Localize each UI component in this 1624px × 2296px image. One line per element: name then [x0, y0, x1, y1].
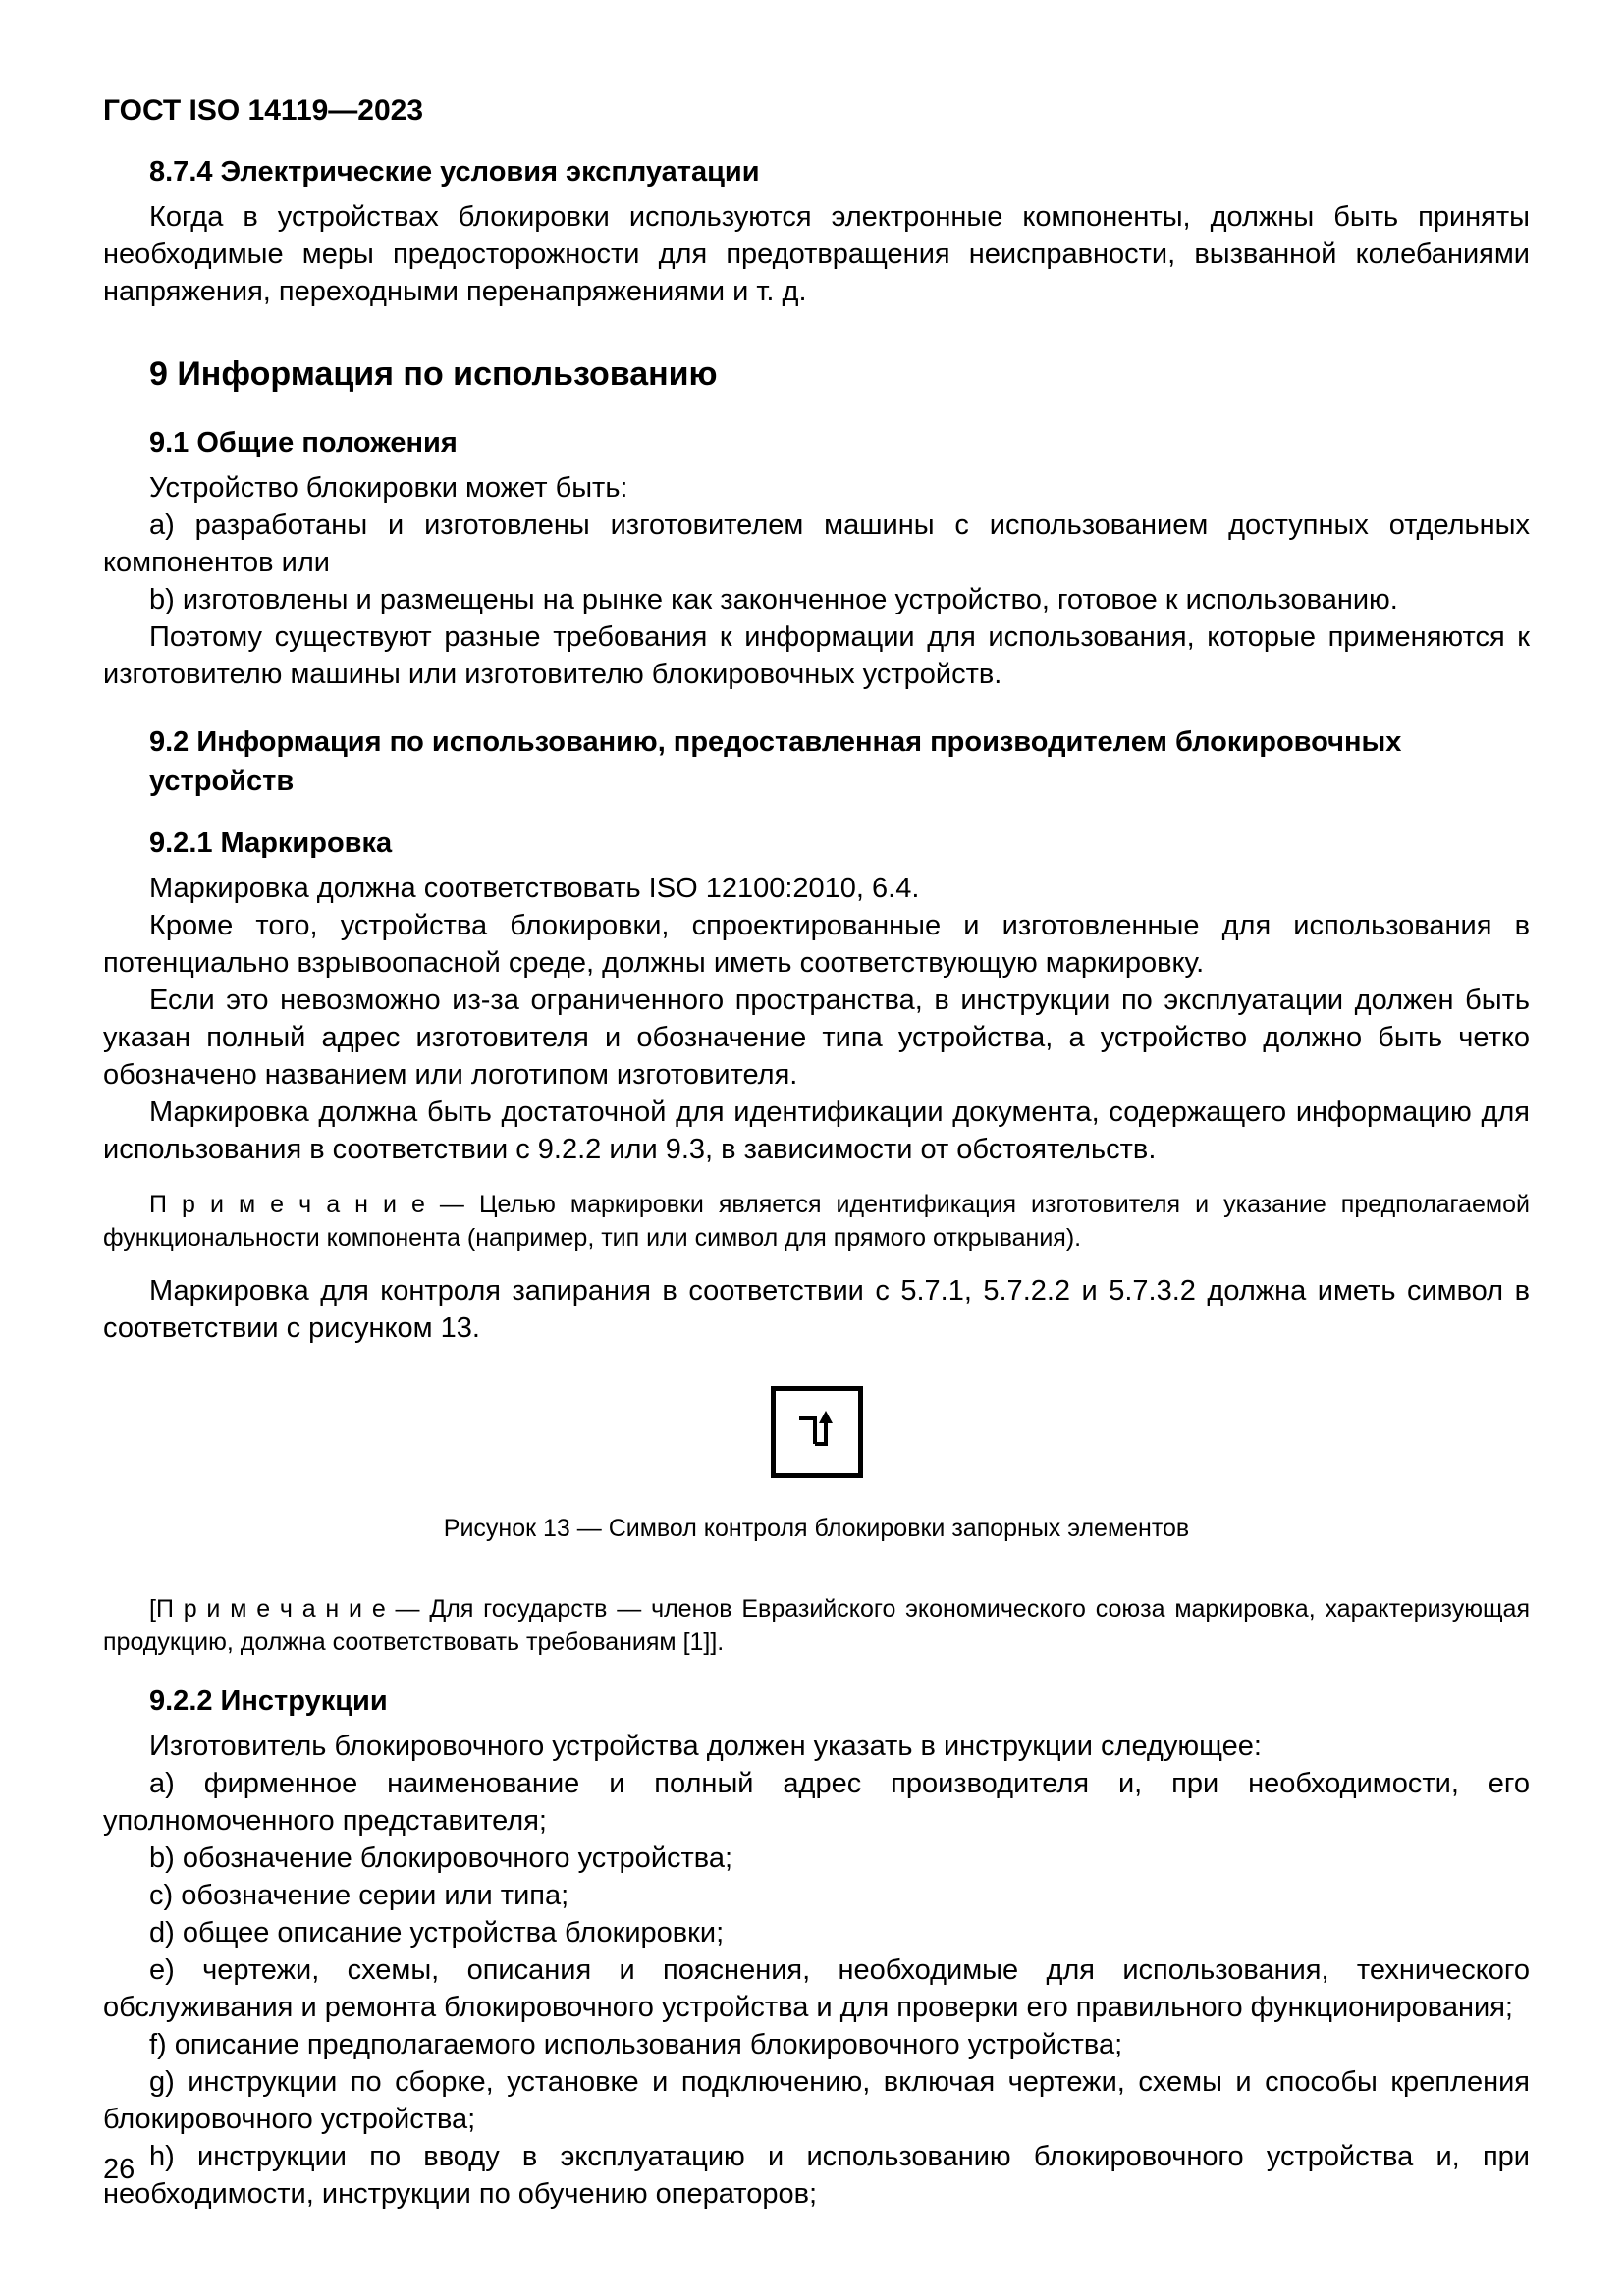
heading-9-2-2: 9.2.2 Инструкции — [149, 1685, 388, 1717]
heading-9-2-1: 9.2.1 Маркировка — [149, 828, 393, 859]
document-header-title: ГОСТ ISO 14119—2023 — [103, 94, 424, 127]
guard-lock-monitoring-icon — [785, 1401, 848, 1464]
list-item-9-2-2-h: h) инструкции по вводу в эксплуатацию и использованию блокировочного устройства и, при необходимости, инструкции по обучению операторов; — [103, 2141, 1530, 2210]
paragraph-9-2-1-marking-3: Если это невозможно из-за ограниченного пространства, в инструкции по эксплуатации должен быть указан полный адрес изготовителя и обозначение типа устройства, а устройство должно быть четко обозначено названием или логотипом изготовителя. — [103, 985, 1530, 1091]
heading-8-7-4: 8.7.4 Электрические условия эксплуатации — [149, 156, 760, 187]
list-item-9-2-2-d: d) общее описание устройства блокировки; — [149, 1917, 725, 1949]
list-item-9-2-2-b: b) обозначение блокировочного устройства; — [149, 1842, 733, 1874]
list-item-9-2-2-e: e) чертежи, схемы, описания и пояснения, необходимые для использования, технического обслуживания и ремонта блокировочного устройства и для проверки его правильного функционирования; — [103, 1954, 1530, 2023]
paragraph-8-7-4: Когда в устройствах блокировки используются электронные компоненты, должны быть приняты необходимые меры предосторожности для предотвращения неисправности, вызванной колебаниями напряжения, переходными перенапряжениями и т. д. — [103, 201, 1530, 307]
paragraph-9-2-1-marking-1: Маркировка должна соответствовать ISO 12100:2010, 6.4. — [149, 873, 920, 904]
list-item-9-2-2-g: g) инструкции по сборке, установке и подключению, включая чертежи, схемы и способы крепления блокировочного устройства; — [103, 2066, 1530, 2135]
paragraph-9-2-1-marking-5: Маркировка для контроля запирания в соответствии с 5.7.1, 5.7.2.2 и 5.7.3.2 должна иметь символ в соответствии с рисунком 13. — [103, 1275, 1530, 1344]
note-eaeu-marking: [П р и м е ч а н и е — Для государств — членов Евразийского экономического союза маркировка, характеризующая продукцию, должна соответствовать требованиям [1]]. — [103, 1595, 1530, 1656]
list-item-9-2-2-a: а) фирменное наименование и полный адрес производителя и, при необходимости, его уполномоченного представителя; — [103, 1768, 1530, 1837]
page-number: 26 — [103, 2154, 135, 2185]
paragraph-9-2-1-marking-4: Маркировка должна быть достаточной для идентификации документа, содержащего информацию для использования в соответствии с 9.2.2 или 9.3, в зависимости от обстоятельств. — [103, 1096, 1530, 1165]
figure-13-caption: Рисунок 13 — Символ контроля блокировки запорных элементов — [443, 1515, 1190, 1542]
heading-9-2: 9.2 Информация по использованию, предоставленная производителем блокировочных устройств — [149, 726, 1402, 797]
note-marking-purpose: П р и м е ч а н и е — Целью маркировки является идентификация изготовителя и указание предполагаемой функциональности компонента (например, тип или символ для прямого открывания). — [103, 1191, 1530, 1252]
heading-9-1: 9.1 Общие положения — [149, 427, 458, 458]
paragraph-9-1-intro: Устройство блокировки может быть: — [149, 472, 628, 504]
paragraph-9-2-1-marking-2: Кроме того, устройства блокировки, спроектированные и изготовленные для использования в потенциально взрывоопасной среде, должны иметь соответствующую маркировку. — [103, 910, 1530, 979]
list-item-9-2-2-c: c) обозначение серии или типа; — [149, 1880, 569, 1911]
list-item-9-1-a: а) разработаны и изготовлены изготовителем машины с использованием доступных отдельных компонентов или — [103, 509, 1530, 578]
list-item-9-1-b: b) изготовлены и размещены на рынке как законченное устройство, готовое к использованию. — [149, 584, 1398, 615]
paragraph-9-2-2-intro: Изготовитель блокировочного устройства должен указать в инструкции следующее: — [149, 1731, 1262, 1762]
list-item-9-2-2-f: f) описание предполагаемого использования блокировочного устройства; — [149, 2029, 1123, 2060]
guard-lock-monitoring-symbol-box — [771, 1386, 863, 1478]
figure-13 — [103, 1386, 1530, 1478]
paragraph-9-1-closing: Поэтому существуют разные требования к информации для использования, которые применяются к изготовителю машины или изготовителю блокировочных устройств. — [103, 621, 1530, 690]
heading-section-9: 9 Информация по использованию — [149, 355, 718, 393]
